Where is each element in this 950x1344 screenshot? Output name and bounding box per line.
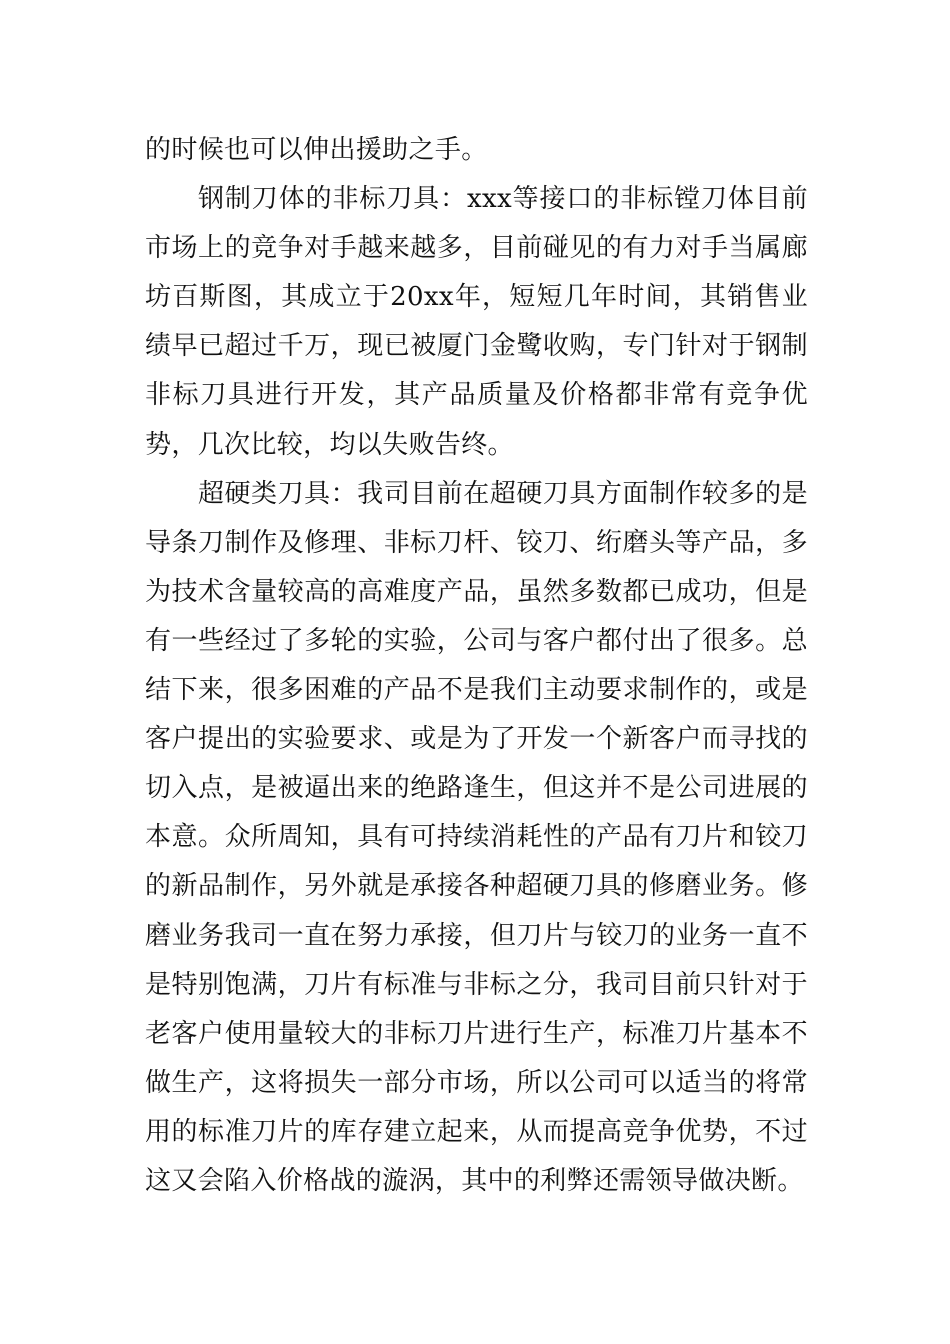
paragraph-continuation: 的时候也可以伸出援助之手。 <box>145 135 488 165</box>
paragraph-steel-tools: 钢制刀体的非标刀具：xxx等接口的非标镗刀体目前市场上的竞争对手越来越多，目前碰见的有力对手当属廊坊百斯图，其成立于20xx年，短短几年时间，其销售业绩早已超过千万，现已被厦门金鹭收购，专门针对于钢制非标刀具进行开发，其产品质量及价格都非常有竞争优势，几次比较，均以失败告终。 <box>145 184 808 460</box>
paragraph-superhard-tools: 超硬类刀具：我司目前在超硬刀具方面制作较多的是导条刀制作及修理、非标刀杆、铰刀、绗磨头等产品，多为技术含量较高的高难度产品，虽然多数都已成功，但是有一些经过了多轮的实验，公司与客户都付出了很多。总结下来，很多困难的产品不是我们主动要求制作的，或是客户提出的实验要求、或是为了开发一个新客户而寻找的切入点，是被逼出来的绝路逢生，但这并不是公司进展的本意。众所周知，具有可持续消耗性的产品有刀片和铰刀的新品制作，另外就是承接各种超硬刀具的修磨业务。修磨业务我司一直在努力承接，但刀片与铰刀的业务一直不是特别饱满，刀片有标准与非标之分，我司目前只针对于老客户使用量较大的非标刀片进行生产，标准刀片基本不做生产，这将损失一部分市场，所以公司可以适当的将常用的标准刀片的库存建立起来，从而提高竞争优势，不过这又会陷入价格战的漩涡，其中的利弊还需领导做决断。 <box>145 478 808 1196</box>
document-body <box>145 126 808 1206</box>
